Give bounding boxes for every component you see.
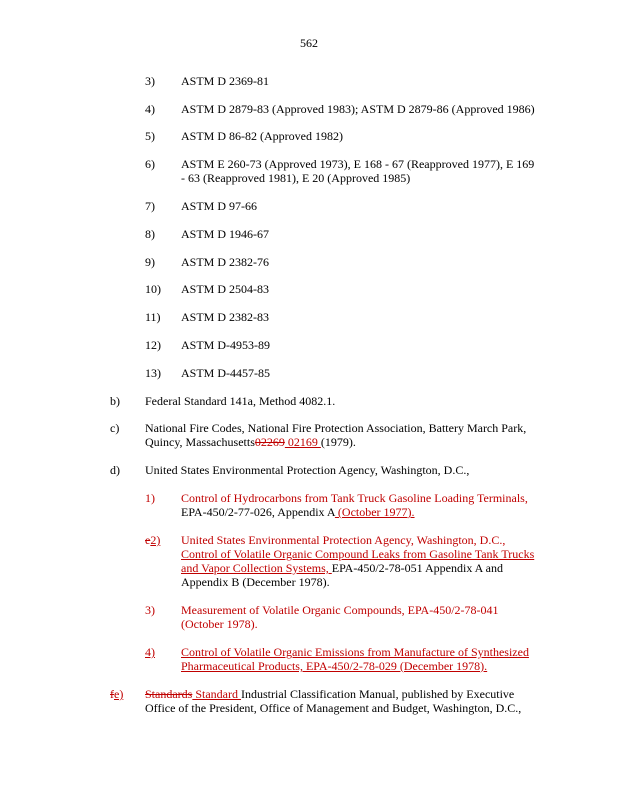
section-e-line xyxy=(145,687,514,701)
list-item-text: ASTM E 260-73 (Approved 1973), E 168 - 67 (Reapproved 1977), E 169 xyxy=(181,157,535,171)
sub-item-number: 3) xyxy=(145,603,155,617)
list-item-text: ASTM D 2369-81 xyxy=(181,74,270,88)
deleted-text: Standards xyxy=(145,687,193,701)
sub-item-text xyxy=(181,561,503,575)
list-item-text-continued: - 63 (Reapproved 1981), E 20 (Approved 1985) xyxy=(181,171,411,185)
section-label-c: c) xyxy=(110,421,120,435)
section-e-line: Office of the President, Office of Management and Budget, Washington, D.C., xyxy=(145,701,522,715)
sub-item-text: Appendix B (December 1978). xyxy=(181,575,330,589)
page-number: 562 xyxy=(300,36,318,50)
inserted-text: 02169 xyxy=(284,435,321,449)
inserted-text: and Vapor Collection Systems, xyxy=(181,561,332,575)
text-span: Industrial Classification Manual, published by Executive xyxy=(240,687,515,701)
list-item-text: ASTM D 2382-83 xyxy=(181,310,270,324)
text-span: EPA-450/2-78-051 Appendix A and xyxy=(331,561,504,575)
list-item-number: 8) xyxy=(145,227,155,241)
sub-item-number xyxy=(145,533,160,547)
sub-item-number: 4) xyxy=(145,645,155,659)
deleted-text: f xyxy=(110,687,114,701)
list-item-number: 5) xyxy=(145,129,155,143)
sub-item-text: United States Environmental Protection Agency, Washington, D.C., xyxy=(181,533,506,547)
sub-item-text: Control of Volatile Organic Emissions from Manufacture of Synthesized xyxy=(181,645,529,659)
sub-item-text: Measurement of Volatile Organic Compounds, EPA-450/2-78-041 xyxy=(181,603,499,617)
text-span: EPA-450/2-77-026, Appendix A xyxy=(181,505,335,519)
deleted-text: 02269 xyxy=(254,435,285,449)
section-b-text: Federal Standard 141a, Method 4082.1. xyxy=(145,394,336,408)
inserted-text: Standard xyxy=(192,687,241,701)
list-item-number: 9) xyxy=(145,255,155,269)
section-label-e xyxy=(110,687,123,701)
sub-item-number: 1) xyxy=(145,491,155,505)
list-item-text: ASTM D-4953-89 xyxy=(181,338,270,352)
list-item-number: 3) xyxy=(145,74,155,88)
sub-item-text: Pharmaceutical Products, EPA-450/2-78-029 (December 1978). xyxy=(181,659,488,673)
list-item-number: 10) xyxy=(145,282,161,296)
list-item-number: 13) xyxy=(145,366,161,380)
list-item-number: 12) xyxy=(145,338,161,352)
inserted-text: (October 1977). xyxy=(334,505,415,519)
section-d-text: United States Environmental Protection Agency, Washington, D.C., xyxy=(145,463,470,477)
list-item-text: ASTM D 97-66 xyxy=(181,199,258,213)
list-item-text: ASTM D 2382-76 xyxy=(181,255,270,269)
sub-item-text: Control of Volatile Organic Compound Leaks from Gasoline Tank Trucks xyxy=(181,547,535,561)
sub-item-text xyxy=(181,505,415,519)
section-c-line xyxy=(145,435,356,449)
sub-item-text: (October 1978). xyxy=(181,617,258,631)
section-c-line: National Fire Codes, National Fire Protection Association, Battery March Park, xyxy=(145,421,527,435)
inserted-text: e) xyxy=(114,687,124,701)
deleted-text: e xyxy=(145,533,151,547)
list-item-text: ASTM D 2504-83 xyxy=(181,282,270,296)
list-item-text: ASTM D-4457-85 xyxy=(181,366,270,380)
section-label-b: b) xyxy=(110,394,120,408)
list-item-number: 7) xyxy=(145,199,155,213)
list-item-text: ASTM D 1946-67 xyxy=(181,227,270,241)
list-item-number: 11) xyxy=(145,310,161,324)
text-span: (1979). xyxy=(320,435,356,449)
sub-item-text: Control of Hydrocarbons from Tank Truck Gasoline Loading Terminals, xyxy=(181,491,528,505)
list-item-number: 6) xyxy=(145,157,155,171)
list-item-text: ASTM D 2879-83 (Approved 1983); ASTM D 2879-86 (Approved 1986) xyxy=(181,102,535,116)
list-item-number: 4) xyxy=(145,102,155,116)
section-label-d: d) xyxy=(110,463,120,477)
text-span: Quincy, Massachusetts xyxy=(145,435,255,449)
inserted-text: 2) xyxy=(150,533,161,547)
list-item-text: ASTM D 86-82 (Approved 1982) xyxy=(181,129,343,143)
